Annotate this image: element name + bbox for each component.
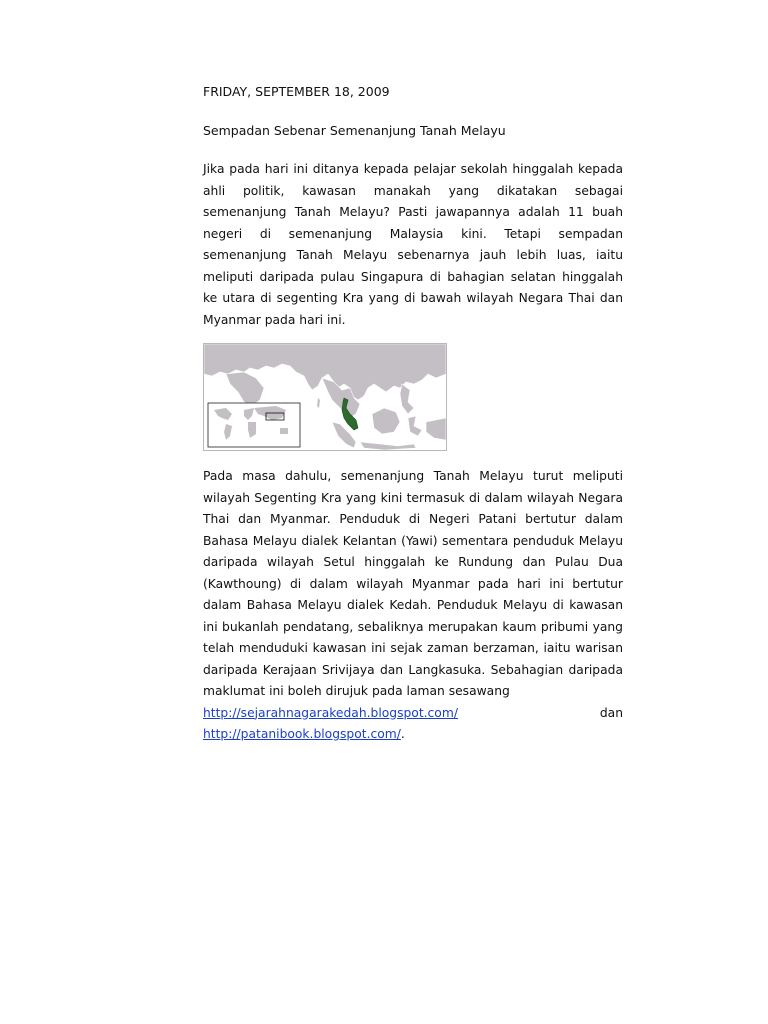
paragraph-intro: Jika pada hari ini ditanya kepada pelajar sekolah hinggalah kepada ahli politik, kawasan manakah yang dikatakan sebagai semenanjung Tanah Melayu? Pasti jawapannya adalah 11 buah negeri di semenanjung Malaysia kini. Tetapi sempadan semenanjung Tanah Melayu sebenarnya jauh lebih luas, iaitu meliputi daripada pulau Singapura di bahagian selatan hinggalah ke utara di segenting Kra yang di bawah wilayah Negara Thai dan Myanmar pada hari ini. <box>203 162 623 327</box>
link-patanibook[interactable]: http://patanibook.blogspot.com/ <box>203 727 401 741</box>
link-sejarahnagarakedah[interactable]: http://sejarahnagarakedah.blogspot.com/ <box>203 705 458 720</box>
ending-period: . <box>400 727 405 741</box>
link-row <box>203 703 623 725</box>
paragraph-history <box>203 466 623 746</box>
post-date: FRIDAY, SEPTEMBER 18, 2009 <box>203 84 390 99</box>
map-graphic <box>204 344 446 450</box>
locator-map <box>203 343 447 451</box>
paragraph-history-text: Pada masa dahulu, semenanjung Tanah Melayu turut meliputi wilayah Segenting Kra yang kini termasuk di dalam wilayah Negara Thai dan Myanmar. Penduduk di Negeri Patani bertutur dalam Bahasa Melayu dialek Kelantan (Yawi) sementara penduduk Melayu daripada wilayah Setul hinggalah ke Rundung dan Pulau Dua (Kawthoung) di dalam wilayah Myanmar pada hari ini bertutur dalam Bahasa Melayu dialek Kedah. Penduduk Melayu di kawasan ini bukanlah pendatang, sebaliknya merupakan kaum pribumi yang telah menduduki kawasan ini sejak zaman berzaman, iaitu warisan daripada Kerajaan Srivijaya dan Langkasuka. Sebahagian daripada maklumat ini boleh dirujuk pada laman sesawang <box>203 469 623 698</box>
connector-text: dan <box>599 705 623 720</box>
map-inset-world <box>208 403 300 447</box>
post-title: Sempadan Sebenar Semenanjung Tanah Melayu <box>203 123 506 138</box>
link-line-2 <box>203 727 405 741</box>
document-page <box>203 82 623 741</box>
